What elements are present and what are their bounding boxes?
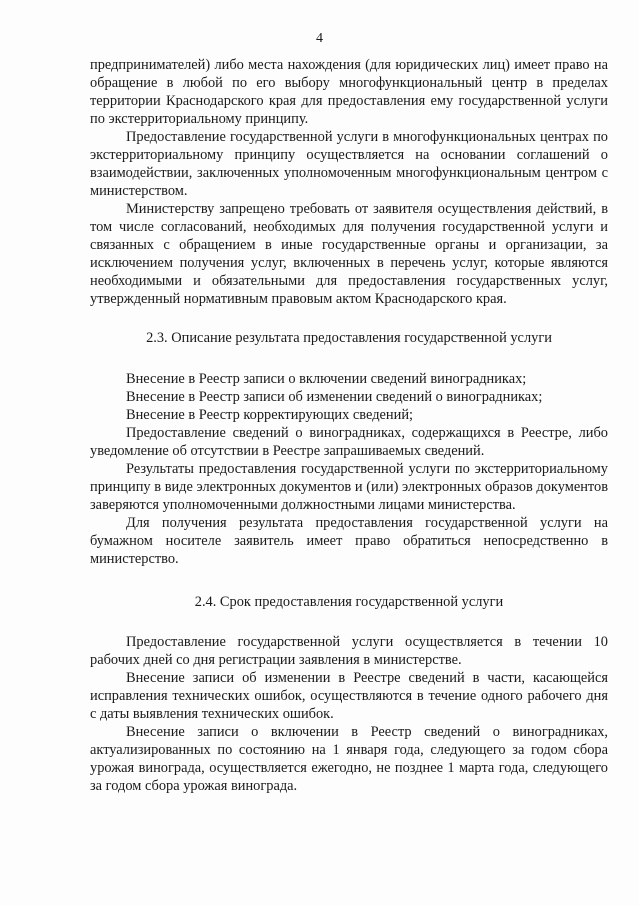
paragraph-ministry-prohibition: Министерству запрещено требовать от заявителя осуществления действий, в том числе согласований, необходимых для получения государственной услуги и связанных с обращением в иные государственные органы и организации, за исключением получения услуг, включенных в перечень услуг, которые являются необходимыми и обязательными для предоставления государственных услуг, утвержденный нормативным правовым актом Краснодарского края.: [90, 201, 608, 307]
section-heading-2-3: 2.3. Описание результата предоставления государственной услуги: [146, 330, 552, 346]
paragraph-mfc-agreements: Предоставление государственной услуги в многофункциональных центрах по экстерриториальному принципу осуществляется на основании соглашений о взаимодействии, заключенных уполномоченным многофункциональным центром с министерством.: [90, 129, 608, 199]
paragraph-result-2: Внесение в Реестр записи об изменении сведений о виноградниках;: [126, 389, 543, 405]
paragraph-result-4: Предоставление сведений о виноградниках, содержащихся в Реестре, либо уведомление об отсутствии в Реестре запрашиваемых сведений.: [90, 425, 608, 459]
paragraph-continuation: предпринимателей) либо места нахождения (для юридических лиц) имеет право на обращение в любой по его выбору многофункциональный центр в пределах территории Краснодарского края для предоставления ему государственной услуги по экстерриториальному принципу.: [90, 57, 608, 127]
section-heading-2-4: 2.4. Срок предоставления государственной услуги: [194, 594, 504, 610]
paragraph-term-2: Внесение записи об изменении в Реестре сведений в части, касающейся исправления технических ошибок, осуществляются в течение одного рабочего дня с даты выявления технических ошибок.: [90, 670, 608, 722]
page-content: [90, 56, 608, 795]
paragraph-term-1: Предоставление государственной услуги осуществляется в течении 10 рабочих дней со дня регистрации заявления в министерстве.: [90, 634, 608, 668]
paragraph-result-1: Внесение в Реестр записи о включении сведений виноградниках;: [126, 371, 527, 387]
paragraph-result-6: Для получения результата предоставления государственной услуги на бумажном носителе заявитель имеет право обратиться непосредственно в министерство.: [90, 515, 608, 567]
paragraph-result-3: Внесение в Реестр корректирующих сведений;: [126, 407, 414, 423]
page-number: 4: [316, 31, 323, 46]
paragraph-result-5: Результаты предоставления государственной услуги по экстерриториальному принципу в виде электронных документов и (или) электронных образов документов заверяются уполномоченными должностными лицами министерства.: [90, 461, 608, 513]
paragraph-term-3: Внесение записи о включении в Реестр сведений о виноградниках, актуализированных по состоянию на 1 января года, следующего за годом сбора урожая винограда, осуществляется ежегодно, не позднее 1 марта года, следующего за годом сбора урожая винограда.: [90, 724, 608, 794]
